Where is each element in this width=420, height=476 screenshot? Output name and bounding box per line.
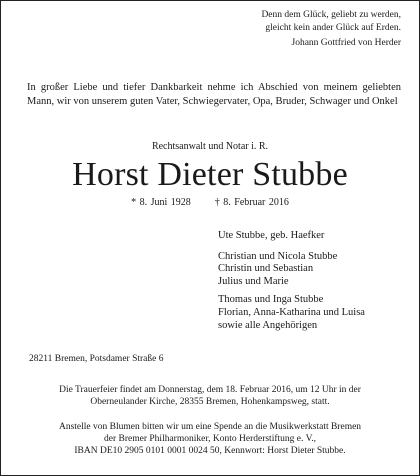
epigraph-quote — [261, 9, 401, 50]
donation-line: IBAN DE10 2905 0101 0001 0024 50, Kennwort: Horst Dieter Stubbe. — [74, 446, 346, 457]
quote-author: Johann Gottfried von Herder — [291, 38, 401, 48]
life-dates — [1, 197, 419, 209]
mourner-line: Christin und Sebastian — [218, 263, 314, 275]
donation-info — [11, 421, 409, 458]
mourner-line: Julius und Marie — [218, 275, 289, 287]
deceased-title: Rechtsanwalt und Notar i. R. — [151, 141, 269, 152]
birth-date: * 8. Juni 1928 — [131, 197, 191, 208]
mourner-group — [218, 251, 365, 289]
mourners-list — [218, 230, 365, 340]
mourner-group — [218, 294, 365, 332]
mourner-group — [218, 230, 365, 243]
donation-line: der Bremer Philharmoniker, Konto Herderstiftung e. V., — [104, 434, 316, 445]
death-date: † 8. Februar 2016 — [214, 197, 289, 208]
donation-line: Anstelle von Blumen bitten wir um eine Spende an die Musikwerkstatt Bremen — [58, 422, 362, 432]
funeral-line: Die Trauerfeier findet am Donnerstag, dem 18. Februar 2016, um 12 Uhr in der — [59, 385, 361, 395]
mourner-line: Thomas und Inga Stubbe — [218, 294, 324, 306]
intro-text: In großer Liebe und tiefer Dankbarkeit nehme ich Abschied von meinem geliebten Mann, wir von unserem guten Vater, Schwiegervater, Opa, Bruder, Schwager und Onkel — [27, 82, 401, 107]
family-address: 28211 Bremen, Potsdamer Straße 6 — [29, 354, 164, 364]
quote-line: gleicht kein ander Glück auf Erden. — [265, 23, 401, 33]
funeral-line: Oberneulander Kirche, 28355 Bremen, Hohenkampsweg, statt. — [90, 397, 330, 408]
deceased-name: Horst Dieter Stubbe — [72, 156, 348, 193]
quote-line: Denn dem Glück, geliebt zu werden, — [261, 10, 401, 20]
mourner-line: Ute Stubbe, geb. Haefker — [218, 230, 325, 241]
mourner-line: Florian, Anna-Katharina und Luisa — [218, 306, 365, 318]
funeral-info — [11, 384, 409, 408]
mourner-line: sowie alle Angehörigen — [218, 319, 318, 331]
mourner-line: Christian und Nicola Stubbe — [218, 250, 338, 262]
